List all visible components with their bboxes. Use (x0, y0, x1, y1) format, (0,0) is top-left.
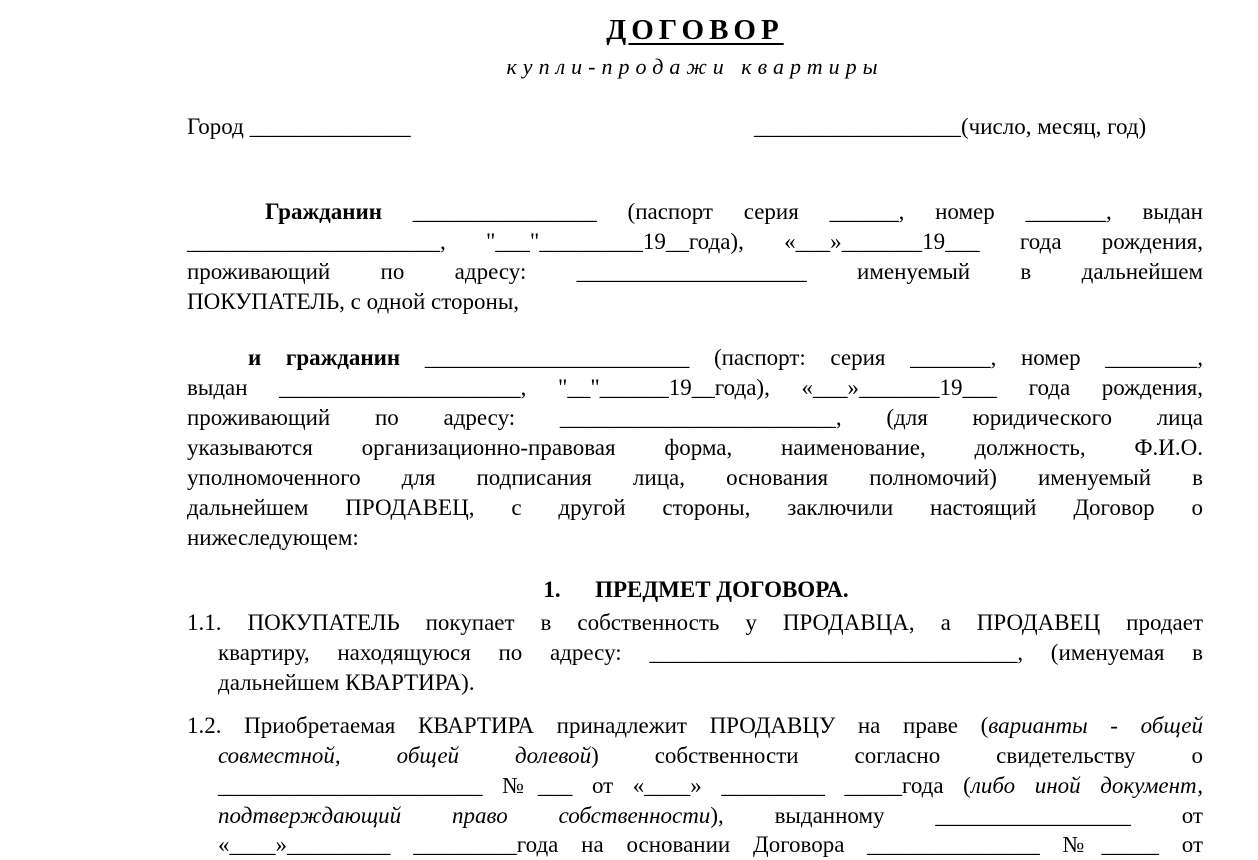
party2-passport: _______________________ (паспорт: серия _______, номер ________, (400, 345, 1203, 370)
clause-1-1-line-1: 1.1. ПОКУПАТЕЛЬ покупает в собственность у ПРОДАВЦА, а ПРОДАВЕЦ продает (187, 610, 1203, 635)
party2-line-2: выдан _____________________, "__"______19__года), «___»_______19___ года рождения, (187, 375, 1203, 400)
party2-label: и гражданин (248, 345, 401, 370)
party2-line-5: уполномоченного для подписания лица, основания полномочий) именуемый в (187, 465, 1203, 490)
clause-1-2-italic: варианты - общей (988, 713, 1203, 738)
party2-line-4: указываются организационно-правовая форма, наименование, должность, Ф.И.О. (187, 435, 1203, 460)
clause-1-2-line-2 (218, 741, 1203, 771)
clause-1-2-text: _______________________ №___ от «____» _________ _____года ( (218, 773, 971, 798)
party1-line-4: ПОКУПАТЕЛЬ, с одной стороны, (187, 289, 520, 314)
document-title: ДОГОВОР (606, 14, 784, 46)
clause-1-2-italic: либо иной документ, (970, 773, 1203, 798)
clause-1-1-line-2: квартиру, находящуюся по адресу: ________________________________, (именуемая в (218, 640, 1203, 665)
clause-1-2-line-4 (218, 801, 1203, 831)
party1-passport: ________________ (паспорт серия ______, номер _______, выдан (382, 199, 1203, 224)
clause-1-2-line-3 (218, 771, 1203, 801)
clause-1-2-text: ), выданному _________________ от (710, 803, 1203, 828)
party1-label: Гражданин (265, 199, 383, 224)
party2-line-6: дальнейшем ПРОДАВЕЦ, с другой стороны, заключили настоящий Договор о (187, 495, 1203, 520)
document-subtitle: купли-продажи квартиры (506, 54, 884, 79)
clause-1-2-italic: подтверждающий право собственности (218, 803, 711, 828)
clause-1-2-italic: совместной, общей долевой (218, 743, 592, 768)
clause-1-2-line-5: «____»_________ _________года на основании Договора _______________ №_____ от (218, 832, 1203, 857)
party2-line-7: нижеследующем: (187, 525, 359, 550)
section-heading: 1. ПРЕДМЕТ ДОГОВОРА. (543, 577, 849, 602)
clause-1-2-line-1 (187, 711, 1203, 741)
clause-1-2-text: 1.2. Приобретаемая КВАРТИРА принадлежит ПРОДАВЦУ на праве ( (187, 713, 989, 738)
date-field: __________________(число, месяц, год) (754, 114, 1147, 139)
party2-line-1 (248, 343, 1203, 373)
party1-line-3: проживающий по адресу: ____________________ именуемый в дальнейшем (187, 259, 1203, 284)
city-field: Город ______________ (187, 114, 411, 139)
clause-1-1-line-3: дальнейшем КВАРТИРА). (218, 670, 475, 695)
party2-line-3: проживающий по адресу: ________________________, (для юридического лица (187, 405, 1203, 430)
party1-line-1 (265, 197, 1203, 227)
clause-1-2-text: ) собственности согласно свидетельству о (591, 743, 1203, 768)
party1-line-2: ______________________, "___"_________19__года), «___»_______19___ года рождения, (187, 229, 1203, 254)
